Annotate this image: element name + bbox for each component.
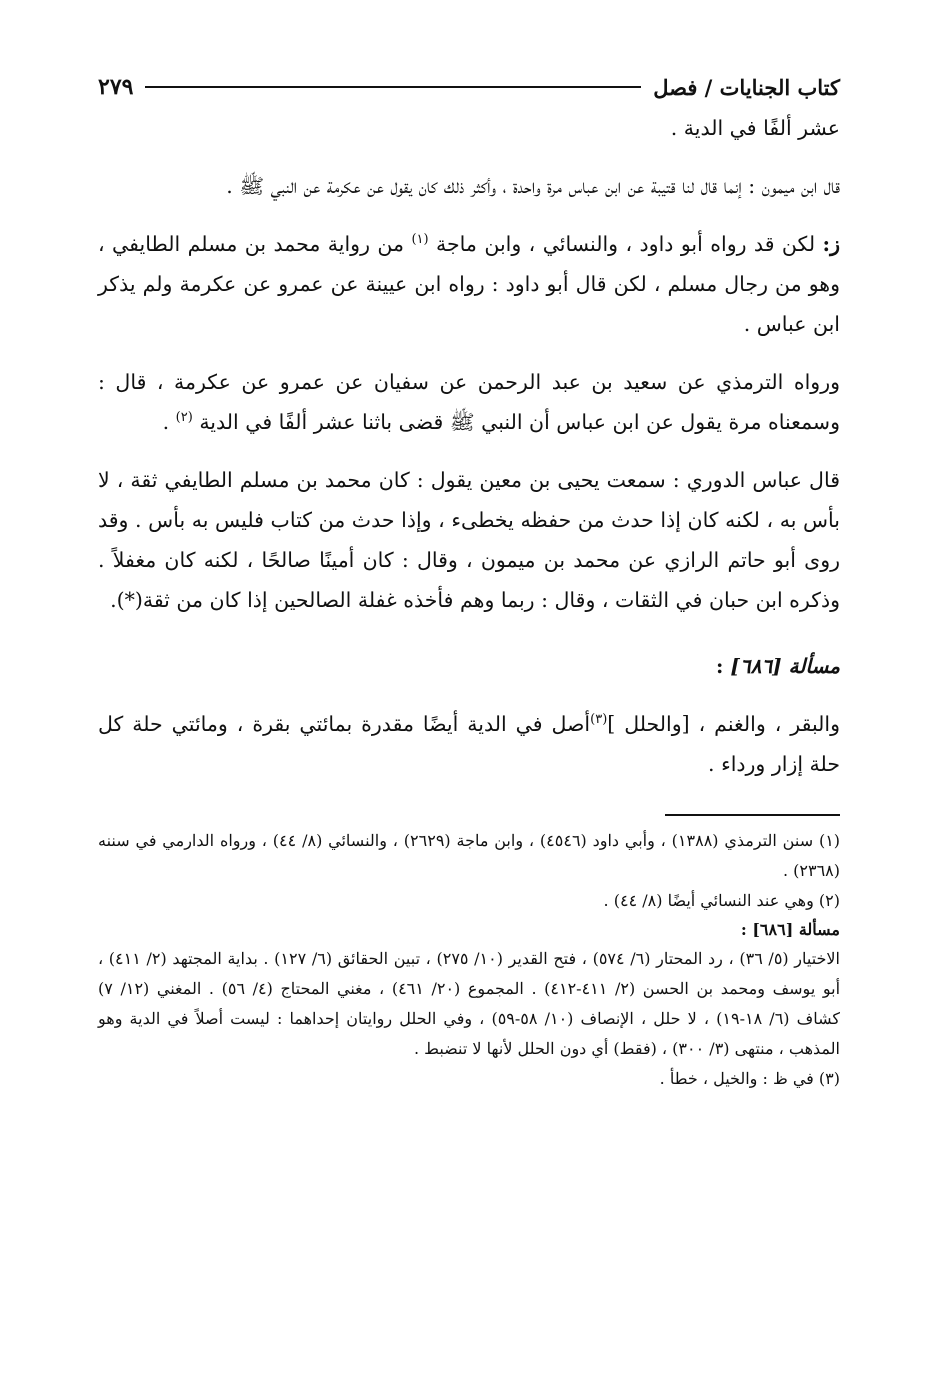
footnote-masala-heading: مسألة [٦٨٦] :: [740, 920, 840, 939]
footnote-masala-sources: الاختيار (٥/ ٣٦) ، رد المحتار (٦/ ٥٧٤) ، فتح القدير (١٠/ ٢٧٥) ، تبين الحقائق (٦/ ١٢٧) . بداية المجتهد (٢/ ٤١١) ، أبو يوسف ومحمد بن الحسن (٢/ ٤١١-٤١٢) . المجموع (٢٠/ ٤٦١) ، مغني المحتاج (٤/ ٥٦) . المغني (١٢/ ٧) كشاف (٦/ ١٨-١٩) ، لا حلل ، الإنصاف (١٠/ ٥٨-٥٩) ، وفي الحلل روايتان إحداهما : ليست أصلاً في الدية وهو المذهب ، منتهى (٣/ ٣٠٠) ، (فقط) أي دون الحلل لأنها لا تنضبط .: [98, 949, 841, 1058]
paragraph-text: والبقر ، والغنم ، [والحلل ]: [607, 712, 841, 736]
paragraph-abu-dawud: [98, 224, 840, 344]
zawaid-marker: ز:: [822, 232, 841, 256]
footnote-2: (٢) وهي عند النسائي أيضًا (٨/ ٤٤) .: [603, 891, 840, 910]
paragraph-text: لكن قد رواه أبو داود ، والنسائي ، وابن ماجة: [428, 232, 823, 256]
paragraph-text: أصل في الدية أيضًا مقدرة بمائتي بقرة ، ومائتي حلة كل حلة إزار ورداء .: [98, 712, 840, 776]
paragraph-tirmidhi: [98, 362, 840, 442]
paragraph-text: .: [162, 410, 176, 434]
footnote-3: (٣) في ظ : والخيل ، خطأ .: [659, 1069, 840, 1088]
footnote-ref-2: (٢): [175, 410, 193, 426]
paragraph-ibn-maymun: قال ابن ميمون : إنما قال لنا قتيبة عن ابن عباس مرة واحدة ، وأكثر ذلك كان يقول عن عكرمة عن النبي ﷺ .: [226, 174, 840, 198]
masala-colon: :: [716, 654, 731, 678]
running-header: [98, 66, 840, 108]
paragraph-text: من رواية محمد بن مسلم الطايفي ، وهو من رجال مسلم ، لكن قال أبو داود : رواه ابن عيينة عن عمرو عن عكرمة ولم يذكر ابن عباس .: [98, 232, 840, 336]
page-number: ٢٧٩: [98, 74, 134, 100]
paragraph-text: ورواه الترمذي عن سعيد بن عبد الرحمن عن سفيان عن عمرو عن عكرمة ، قال : وسمعناه مرة يقول عن ابن عباس أن النبي ﷺ قضى باثنا عشر ألفًا في الدية: [98, 370, 840, 434]
footnote-1: (١) سنن الترمذي (١٣٨٨) ، وأبي داود (٤٥٤٦) ، وابن ماجة (٢٦٢٩) ، والنسائي (٨/ ٤٤) ، ورواه الدارمي في سننه (٢٣٦٨) .: [98, 831, 841, 880]
footnote-ref-1: (١): [411, 232, 429, 248]
paragraph-abbas-duri: قال عباس الدوري : سمعت يحيى بن معين يقول : كان محمد بن مسلم الطايفي ثقة ، لا بأس به ، لكنه كان إذا حدث من حفظه يخطىء ، وإذا حدث من كتاب فليس به بأس . وقد روى أبو حاتم الرازي عن محمد بن ميمون ، وقال : كان أمينًا صالحًا ، لكنه كان مغفلاً . وذكره ابن حبان في الثقات ، وقال : ربما وهم فأخذه غفلة الصالحين إذا كان من ثقة(*).: [98, 468, 840, 612]
header-rule: [145, 86, 641, 88]
footnote-ref-3: (٣): [590, 712, 608, 728]
masala-heading: [98, 646, 840, 686]
footnote-rule: [665, 814, 840, 816]
book-page: [98, 66, 840, 1094]
running-title: كتاب الجنايات / فصل: [653, 74, 840, 100]
masala-label: مسألة [٦٨٦]: [730, 654, 840, 678]
paragraph-cattle: [98, 704, 840, 784]
paragraph-continuation: عشر ألفًا في الدية .: [670, 116, 840, 140]
